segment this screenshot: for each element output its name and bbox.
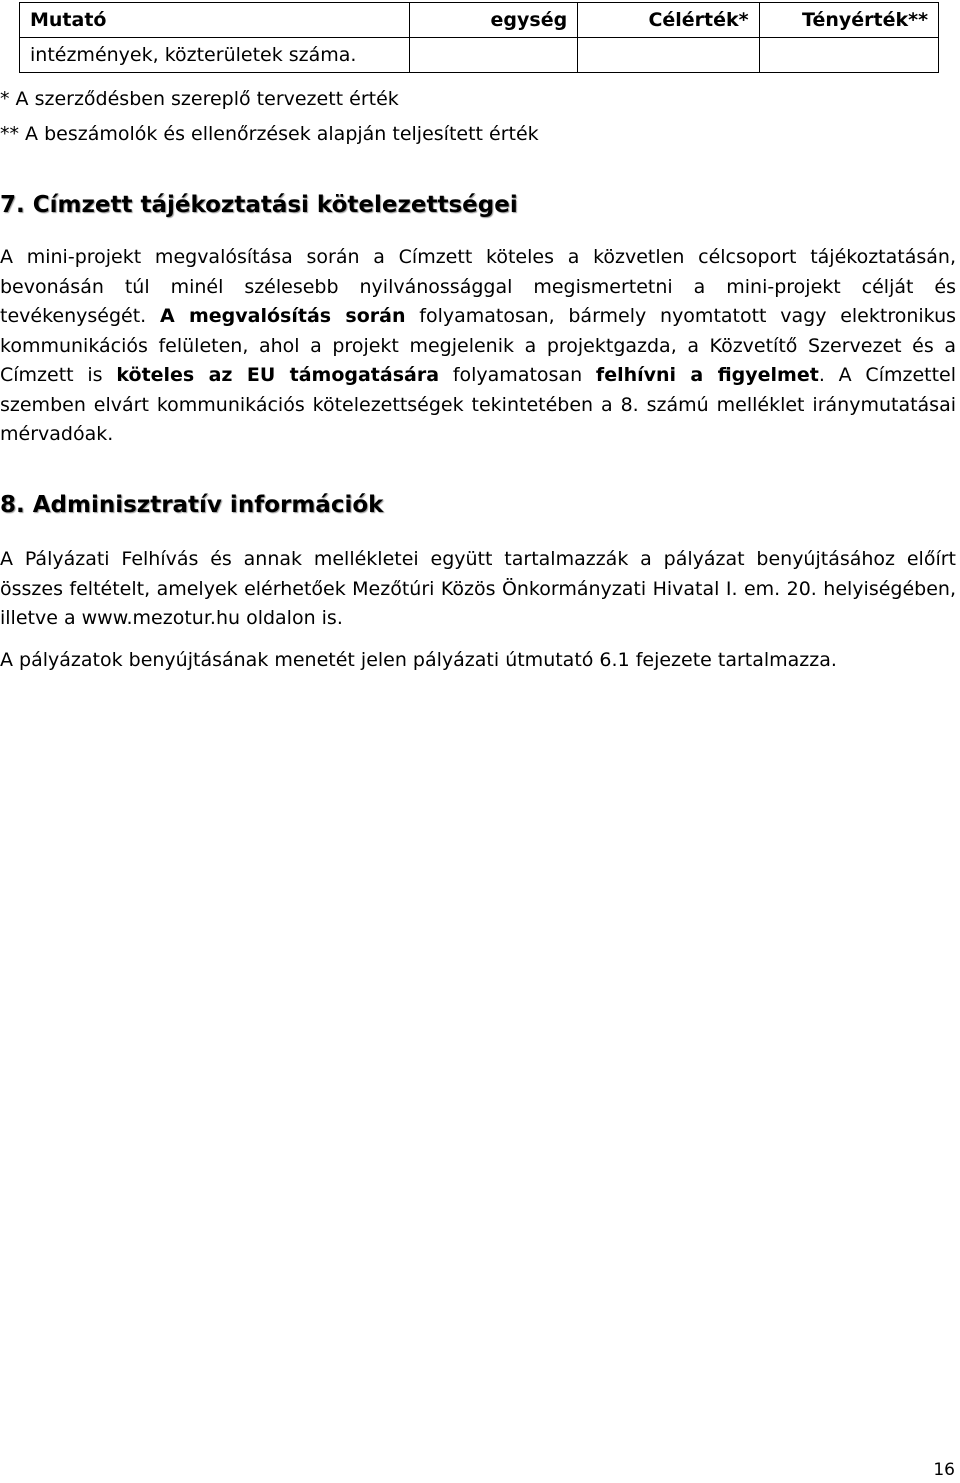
bold-text-run: A megvalósítás során <box>159 305 406 327</box>
section-heading-8: 8. Adminisztratív információk <box>0 492 384 518</box>
text-run: folyamatosan, bármely nyomtatott vagy elektronikus kommunikációs felületen, ahol a projekt megjelenik a projektgazda, a Közvetítő Szervezet és a Címzett is <box>0 305 957 386</box>
footnote-target-value: * A szerződésben szereplő tervezett érték <box>0 88 399 110</box>
bold-text-run: köteles az EU támogatására <box>116 364 440 386</box>
table-cell <box>759 38 938 73</box>
footnote-actual-value: ** A beszámolók és ellenőrzések alapján teljesített érték <box>0 123 539 145</box>
section-8-paragraph-2: A pályázatok benyújtásának menetét jelen pályázati útmutató 6.1 fejezete tartalmazza. <box>0 649 837 671</box>
text-run: A mini-projekt megvalósítása során a Címzett köteles a közvetlen célcsoport tájékoztatásán, bevonásán túl minél szélesebb nyilvánossággal megismertetni a mini-projekt célját és tevékenységét. <box>0 246 956 327</box>
text-run: . A Címzettel szemben elvárt kommunikációs kötelezettségek tekintetében a 8. számú melléklet iránymutatásai mérvadóak. <box>0 364 957 445</box>
section-8-paragraph-1: A Pályázati Felhívás és annak mellékletei együtt tartalmazzák a pályázat benyújtásához előírt összes feltételt, amelyek elérhetőek Mezőtúri Közös Önkormányzati Hivatal I. em. 20. helyiségében, illetve a www.mezotur.hu oldalon is. <box>0 548 956 629</box>
table-header-cell: egység <box>409 3 577 38</box>
text-run: folyamatosan <box>452 364 583 386</box>
section-7-paragraph <box>0 243 956 450</box>
table-header-cell: Célérték* <box>578 3 759 38</box>
table-cell <box>409 38 577 73</box>
table-header-row <box>20 3 939 38</box>
page-number: 16 <box>933 1460 955 1480</box>
table-header-cell: Mutató <box>20 3 410 38</box>
table-row <box>20 38 939 73</box>
table-header-cell: Tényérték** <box>759 3 938 38</box>
table-cell <box>578 38 759 73</box>
bold-text-run: felhívni a figyelmet <box>595 364 819 386</box>
indicator-table <box>19 2 939 73</box>
section-heading-7: 7. Címzett tájékoztatási kötelezettségei <box>0 192 518 218</box>
table-cell: intézmények, közterületek száma. <box>20 38 410 73</box>
